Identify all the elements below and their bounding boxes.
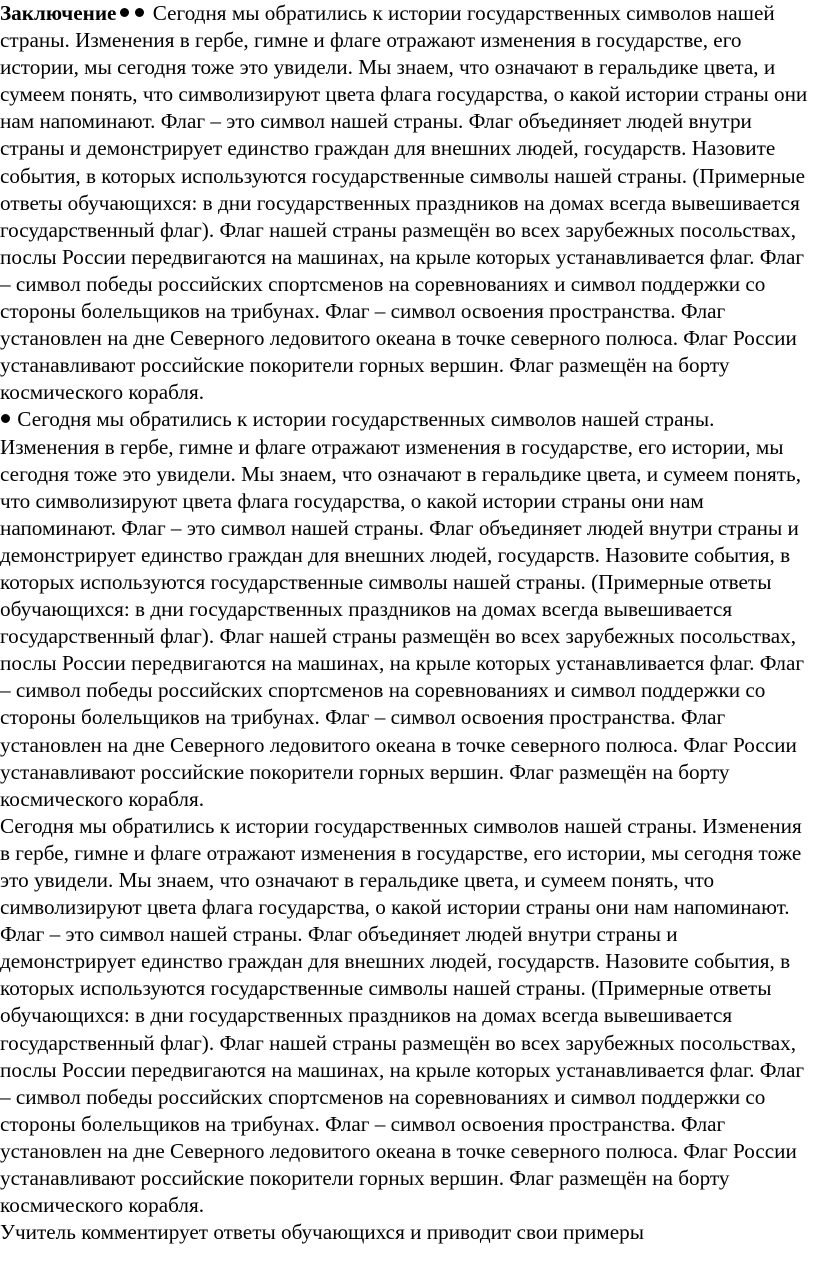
paragraph-3 (0, 813, 816, 1219)
paragraph-1 (0, 0, 816, 406)
section-heading: Заключение (0, 1, 117, 25)
bullet-icon (1, 414, 10, 423)
bullet-icon (120, 8, 129, 17)
paragraph-2-text: Сегодня мы обратились к истории государственных символов нашей страны. Изменения в гербе, гимне и флаге отражают изменения в государстве, его истории, мы сегодня тоже это увидели. Мы знаем, что означают в геральдике цвета, и сумеем понять, что символизируют цвета флага государства, о какой истории страны они нам напоминают. Флаг – это символ нашей страны. Флаг объединяет людей внутри страны и демонстрирует единство граждан для внешних людей, государств. Назовите события, в которых используются государственные символы нашей страны. (Примерные ответы обучающихся: в дни государственных праздников на домах всегда вывешивается государственный флаг). Флаг нашей страны размещён во всех зарубежных посольствах, послы России передвигаются на машинах, на крыле которых устанавливается флаг. Флаг – символ победы российских спортсменов на соревнованиях и символ поддержки со стороны болельщиков на трибунах. Флаг – символ освоения пространства. Флаг установлен на дне Северного ледовитого океана в точке северного полюса. Флаг России устанавливают российские покорители горных вершин. Флаг размещён на борту космического корабля. (0, 407, 805, 811)
paragraph-2 (0, 406, 816, 812)
paragraph-3-text: Сегодня мы обратились к истории государственных символов нашей страны. Изменения в гербе, гимне и флаге отражают изменения в государстве, его истории, мы сегодня тоже это увидели. Мы знаем, что означают в геральдике цвета, и сумеем понять, что символизируют цвета флага государства, о какой истории страны они нам напоминают. Флаг – это символ нашей страны. Флаг объединяет людей внутри страны и демонстрирует единство граждан для внешних людей, государств. Назовите события, в которых используются государственные символы нашей страны. (Примерные ответы обучающихся: в дни государственных праздников на домах всегда вывешивается государственный флаг). Флаг нашей страны размещён во всех зарубежных посольствах, послы России передвигаются на машинах, на крыле которых устанавливается флаг. Флаг – символ победы российских спортсменов на соревнованиях и символ поддержки со стороны болельщиков на трибунах. Флаг – символ освоения пространства. Флаг установлен на дне Северного ледовитого океана в точке северного полюса. Флаг России устанавливают российские покорители горных вершин. Флаг размещён на борту космического корабля. (0, 813, 805, 1218)
closing-line: Учитель комментирует ответы обучающихся и приводит свои примеры (0, 1220, 644, 1245)
paragraph-1-text: Сегодня мы обратились к истории государственных символов нашей страны. Изменения в гербе, гимне и флаге отражают изменения в государстве, его истории, мы сегодня тоже это увидели. Мы знаем, что означают в геральдике цвета, и сумеем понять, что символизируют цвета флага государства, о какой истории страны они нам напоминают. Флаг – это символ нашей страны. Флаг объединяет людей внутри страны и демонстрирует единство граждан для внешних людей, государств. Назовите события, в которых используются государственные символы нашей страны. (Примерные ответы обучающихся: в дни государственных праздников на домах всегда вывешивается государственный флаг). Флаг нашей страны размещён во всех зарубежных посольствах, послы России передвигаются на машинах, на крыле которых устанавливается флаг. Флаг – символ победы российских спортсменов на соревнованиях и символ поддержки со стороны болельщиков на трибунах. Флаг – символ освоения пространства. Флаг установлен на дне Северного ледовитого океана в точке северного полюса. Флаг России устанавливают российские покорители горных вершин. Флаг размещён на борту космического корабля. (0, 1, 808, 405)
bullet-icon (135, 8, 144, 17)
